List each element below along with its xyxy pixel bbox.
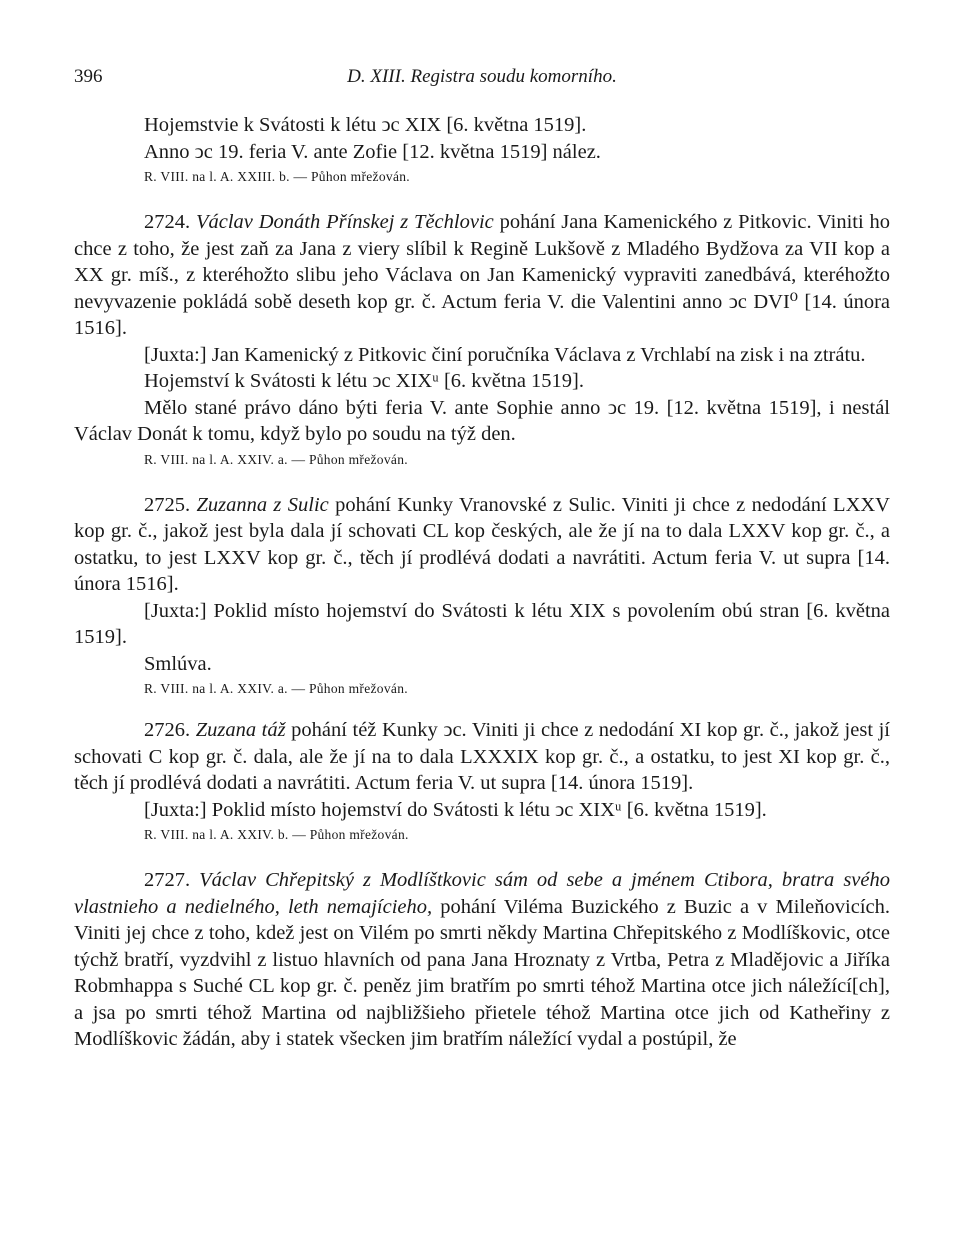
entry-2725	[74, 492, 890, 598]
entry-party-name: Zuzanna z Sulic	[196, 493, 329, 516]
running-title: D. XIII. Registra soudu komorního.	[347, 66, 617, 87]
entry-number: 2727.	[144, 869, 191, 891]
page-header	[74, 66, 890, 90]
entry-number: 2726.	[144, 719, 191, 741]
page-number: 396	[74, 66, 103, 87]
entry-party-name: Václav Chřepitský z Modlíštkovic sám od sebe a jménem Ctibora, bratra svého vlastnieho a nedielného, leth nemajícieho,	[74, 869, 890, 918]
intro-line-1: Hojemstvie k Svátosti k létu ↄc XIX [6. května 1519].	[144, 114, 587, 136]
entry-2727	[74, 867, 890, 1053]
entry-text: pohání Kunky Vranovské z Sulic. Viniti ji chce z nedodání LXXV kop gr. č., jakož jest byla dala jí schovati CL kop českých, ale že jí na to dala LXXV kop gr. č., a ostatku, to jest LXXV kop gr. č., těch jí prodlévá dodati a navrátiti. Actum feria V. ut supra [14. února 1516].	[74, 493, 890, 595]
intro-line-2: Anno ↄc 19. feria V. ante Zofie [12. května 1519] nález.	[144, 140, 601, 163]
entry-text: pohání Viléma Buzického z Buzic a v Mileňovicích. Viniti jej chce z toho, kdež jest on Vilém po smrti někdy Martina Chřepitského z Modlíškovic, otce týchž bratří, vyzdvihl z listuo hlavních od pana Jana Hroznaty z Vrtba, Petra z Mladějovic a Jiříka Robmhappa s Suché CL kop gr. č. peněz jim bratřím po smrti téhož Martina otce jich náležící[ch], a jsa po smrti téhož Martina od najbližšieho přietele téhož Martina otce jich od Katheřiny z Modlíškovic žádán, aby i statek všecken jim bratřím náležící vydal a postúpil, že	[74, 895, 890, 1050]
juxta-note: [Juxta:] Poklid místo hojemství do Svátosti k létu ↄc XIXᵘ [6. května 1519].	[144, 798, 767, 821]
source-note: R. VIII. na l. A. XXIV. a. — Půhon mřežován.	[144, 451, 408, 467]
hojemstvi-note: Hojemství k Svátosti k létu ↄc XIXᵘ [6. května 1519].	[144, 370, 584, 392]
entry-party-name: Zuzana táž	[195, 719, 286, 741]
juxta-note: [Juxta:] Poklid místo hojemství do Svátosti k létu XIX s povolením obú stran [6. května 1519].	[74, 599, 890, 648]
entry-text: pohání Jana Kamenického z Pitkovic. Viniti ho chce z toho, že jest zaň za Jana z viery slíbil k Regině Lukšově z Mladého Bydžova za VII kop a XX gr. míš., z kteréhožto slibu jeho Václava on Jan Kamenický vypraviti zanedbává, kteréhožto nevyvazenie pokládá sobě deseth kop gr. č. Actum feria V. die Valentini anno ↄc DVI⁰ [14. února 1516].	[74, 211, 891, 339]
entry-party-name: Václav Donáth Přínskej z Těchlovic	[195, 211, 494, 233]
page-body	[74, 112, 890, 1053]
source-note: R. VIII. na l. A. XXIII. b. — Půhon mřežován.	[144, 169, 410, 184]
entry-2726	[74, 717, 890, 797]
entry-text: pohání též Kunky ↄc. Viniti ji chce z nedodání XI kop gr. č., jakož jest jí schovati C kop gr. č. dala, ale že jí na to dala LXXXIX kop gr. č., a ostatku, to jest XI kop gr. č., těch jí prodlévá dodati a navrátiti. Actum feria V. ut supra [14. února 1519].	[74, 719, 890, 794]
settlement-note: Smlúva.	[144, 652, 212, 675]
source-note: R. VIII. na l. A. XXIV. a. — Půhon mřežován.	[144, 681, 408, 696]
verdict-note: Mělo stané právo dáno býti feria V. ante Sophie anno ↄc 19. [12. května 1519], i nestál Václav Donát k tomu, když bylo po soudu na týž den.	[74, 396, 890, 445]
entry-number: 2724.	[144, 211, 191, 233]
entry-2724	[74, 209, 890, 342]
entry-number: 2725.	[144, 493, 191, 516]
juxta-note: [Juxta:] Jan Kamenický z Pitkovic činí poručníka Václava z Vrchlabí na zisk i na ztrátu.	[144, 343, 866, 366]
source-note: R. VIII. na l. A. XXIV. b. — Půhon mřežován.	[144, 827, 409, 842]
